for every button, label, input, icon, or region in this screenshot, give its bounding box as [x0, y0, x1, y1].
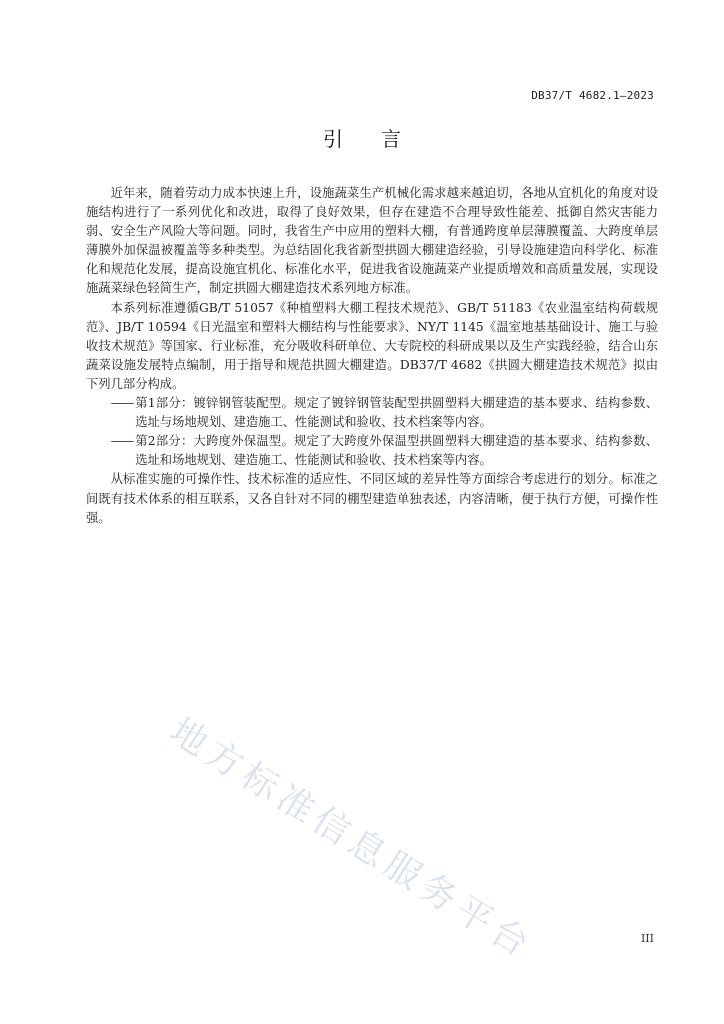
list-dash: —— [110, 396, 134, 411]
page-number: III [640, 932, 654, 945]
list-dash: —— [110, 434, 134, 449]
watermark-text: 地方标准信息服务平台 [162, 710, 541, 969]
list-item-text: 第1部分：镀锌钢管装配型。规定了镀锌钢管装配型拱圆塑料大棚建造的基本要求、结构参数、选址与场地规划、建造施工、性能测试和验收、技术档案等内容。 [135, 396, 658, 430]
list-item-part-2 [86, 432, 658, 470]
list-item-text: 第2部分：大跨度外保温型。规定了大跨度外保温型拱圆塑料大棚建造的基本要求、结构参数、选址和场地规划、建造施工、性能测试和验收、技术档案等内容。 [135, 434, 658, 468]
paragraph-closing: 从标准实施的可操作性、技术标准的适应性、不同区域的差异性等方面综合考虑进行的划分。标准之间既有技术体系的相互联系，又各自针对不同的棚型建造单独表述，内容清晰，便于执行方便，可操作性强。 [86, 472, 658, 525]
page-title: 引言 [323, 127, 439, 151]
paragraph-background: 近年来，随着劳动力成本快速上升，设施蔬菜生产机械化需求越来越迫切，各地从宜机化的角度对设施结构进行了一系列优化和改进，取得了良好效果，但存在建造不合理导致性能差、抵御自然灾害能力弱、安全生产风险大等问题。同时，我省生产中应用的塑料大棚，有普通跨度单层薄膜覆盖、大跨度单层薄膜外加保温被覆盖等多种类型。为总结固化我省新型拱圆大棚建造经验，引导设施建造向科学化、标准化和规范化发展，提高设施宜机化、标准化水平，促进我省设施蔬菜产业提质增效和高质量发展，实现设施蔬菜绿色轻简生产，制定拱圆大棚建造技术系列地方标准。 [86, 186, 658, 296]
list-item-part-1 [86, 394, 658, 432]
document-number: DB37/T 4682.1—2023 [531, 89, 654, 102]
paragraph-references: 本系列标准遵循GB/T 51057《种植塑料大棚工程技术规范》、GB/T 51183《农业温室结构荷载规范》、JB/T 10594《日光温室和塑料大棚结构与性能要求》、NY/T 1145《温室地基基础设计、施工与验收技术规范》等国家、行业标准，充分吸收科研单位、大专院校的科研成果以及生产实践经验，结合山东蔬菜设施发展特点编制，用于指导和规范拱圆大棚建造。DB37/T 4682《拱圆大棚建造技术规范》拟由下列几部分构成。 [86, 300, 658, 391]
body-text [86, 184, 658, 528]
